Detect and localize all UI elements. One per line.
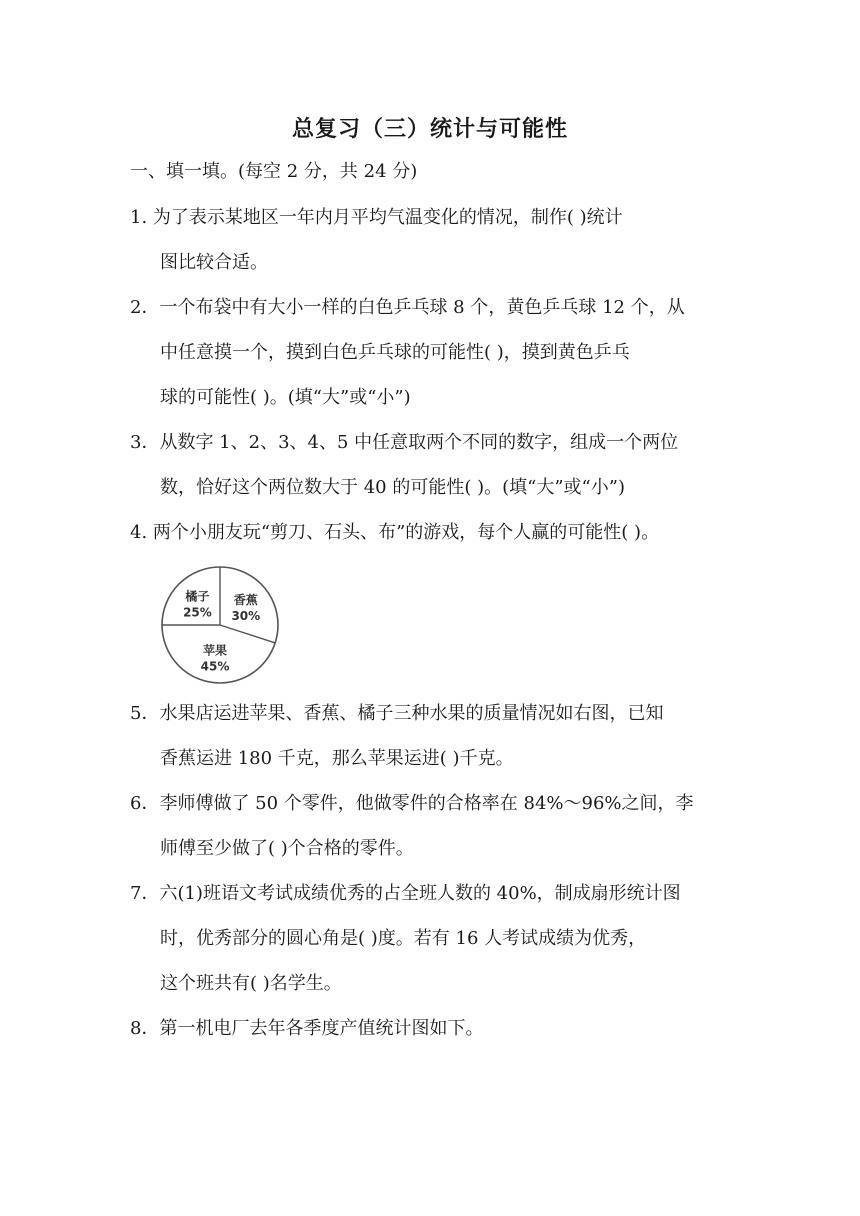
question-2-line-2: 中任意摸一个，摸到白色乒乓球的可能性( )，摸到黄色乒乓 bbox=[160, 342, 630, 363]
question-2-line-3: 球的可能性( )。(填“大”或“小”) bbox=[160, 387, 411, 408]
fruit-pie-chart bbox=[158, 563, 282, 687]
pie-slice-value-1: 30% bbox=[231, 609, 261, 624]
question-3-line-1: 3．从数字 1、2、3、4、5 中任意取两个不同的数字，组成一个两位 bbox=[130, 432, 679, 453]
question-7-line-1: 7．六(1)班语文考试成绩优秀的占全班人数的 40%，制成扇形统计图 bbox=[130, 883, 681, 904]
page-title: 总复习（三）统计与可能性 bbox=[291, 117, 568, 142]
question-5-line-2: 香蕉运进 180 千克，那么苹果运进( )千克。 bbox=[160, 748, 514, 769]
question-3-line-2: 数，恰好这个两位数大于 40 的可能性( )。(填“大”或“小”) bbox=[160, 477, 625, 498]
question-6-line-2: 师傅至少做了( )个合格的零件。 bbox=[160, 838, 414, 859]
question-5-line-1: 5．水果店运进苹果、香蕉、橘子三种水果的质量情况如右图，已知 bbox=[130, 703, 664, 724]
question-1-line-2: 图比较合适。 bbox=[160, 252, 268, 273]
question-8-line-1: 8．第一机电厂去年各季度产值统计图如下。 bbox=[130, 1018, 484, 1039]
question-4-line-1: 4. 两个小朋友玩“剪刀、石头、布”的游戏，每个人赢的可能性( )。 bbox=[130, 522, 660, 543]
question-6-line-1: 6．李师傅做了 50 个零件，他做零件的合格率在 84%～96%之间，李 bbox=[130, 793, 694, 814]
pie-slice-label-2: 苹果 bbox=[203, 643, 228, 658]
pie-svg bbox=[158, 563, 282, 687]
pie-slice-value-2: 45% bbox=[200, 659, 230, 674]
question-7-line-2: 时，优秀部分的圆心角是( )度。若有 16 人考试成绩为优秀， bbox=[160, 928, 647, 949]
pie-slice-value-0: 25% bbox=[183, 605, 212, 620]
question-7-line-3: 这个班共有( )名学生。 bbox=[160, 973, 342, 994]
section-heading: 一、填一填。(每空 2 分，共 24 分) bbox=[130, 161, 418, 182]
pie-slice-label-1: 香蕉 bbox=[233, 593, 258, 608]
question-1-line-1: 1. 为了表示某地区一年内月平均气温变化的情况，制作( )统计 bbox=[130, 207, 623, 228]
question-2-line-1: 2．一个布袋中有大小一样的白色乒乓球 8 个，黄色乒乓球 12 个，从 bbox=[130, 297, 685, 318]
pie-slice-label-0: 橘子 bbox=[185, 589, 210, 604]
